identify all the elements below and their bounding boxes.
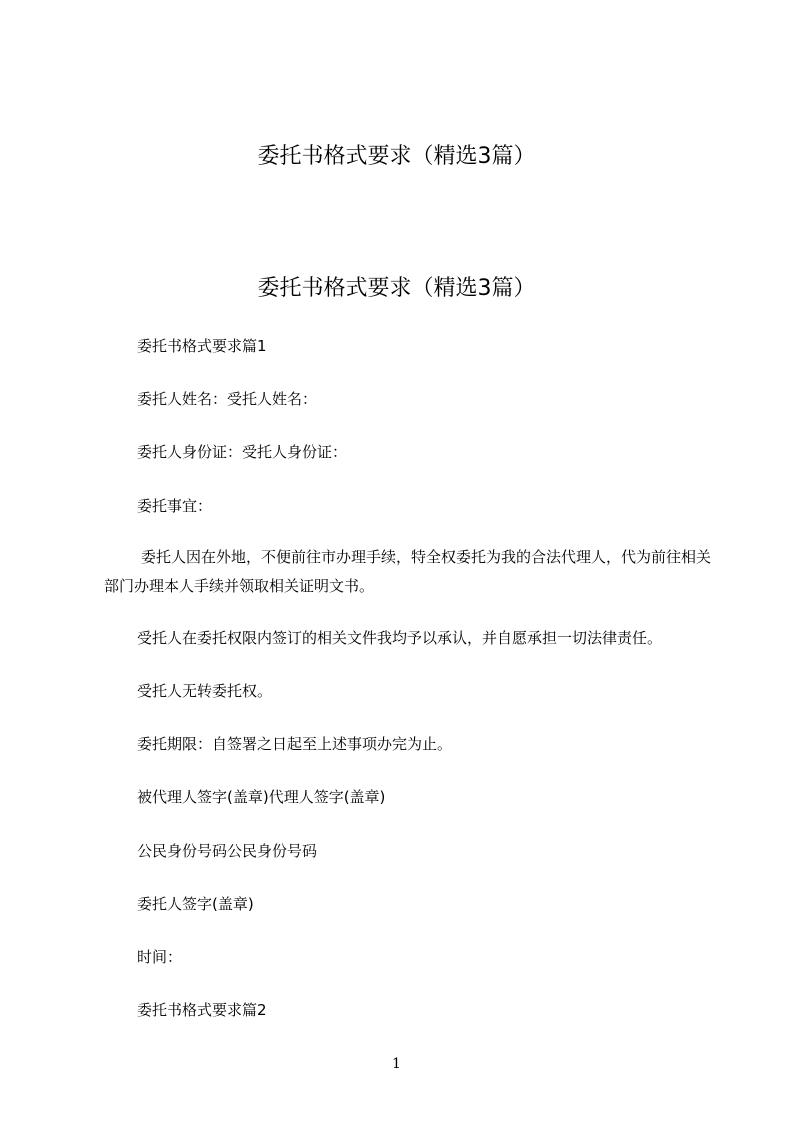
principal-trustee-names: 委托人姓名：受托人姓名： [137,390,318,408]
citizen-id-line: 公民身份号码公民身份号码 [137,842,318,860]
section-heading-2: 委托书格式要求篇2 [137,1001,267,1019]
time-label: 时间： [137,948,183,966]
liability-statement: 受托人在委托权限内签订的相关文件我均予以承认，并自愿承担一切法律责任。 [137,629,663,647]
entrustment-period: 委托期限：自签署之日起至上述事项办完为止。 [137,735,453,753]
no-subdelegation-statement: 受托人无转委托权。 [137,682,273,700]
page-number: 1 [392,1056,401,1072]
principal-trustee-ids: 委托人身份证：受托人身份证： [137,443,348,461]
section-heading-1: 委托书格式要求篇1 [137,337,267,355]
document-title: 委托书格式要求（精选3篇） [257,144,536,169]
section-title: 委托书格式要求（精选3篇） [257,276,536,301]
entrusted-matters-label: 委托事宜： [137,497,213,515]
signature-line: 被代理人签字(盖章)代理人签字(盖章) [137,788,386,806]
entrustment-paragraph: 委托人因在外地，不便前往市办理手续，特全权委托为我的合法代理人，代为前往相关部门办理本人手续并领取相关证明文书。 [104,548,712,595]
principal-signature-line: 委托人签字(盖章) [137,895,254,913]
